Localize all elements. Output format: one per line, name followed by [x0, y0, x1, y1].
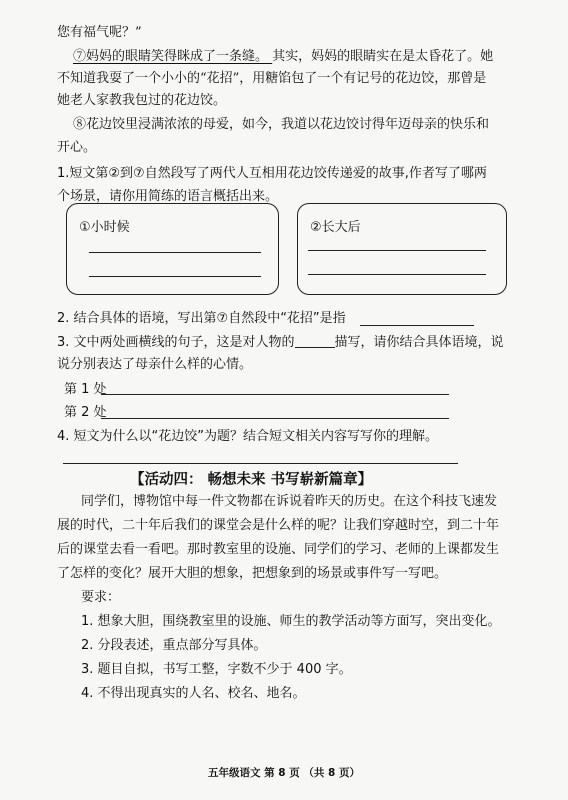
- answer-line[interactable]: [308, 274, 486, 275]
- answer-line[interactable]: [101, 394, 449, 395]
- passage-line: 她老人家教我包过的花边饺。: [57, 93, 227, 108]
- passage-paragraph-8: ⑧花边饺里浸满浓浓的母爱，如今，我道以花边饺讨得年迈母亲的快乐和: [73, 117, 490, 132]
- underlined-text: 妈妈的眼睛笑得眯成了一条缝。: [86, 49, 269, 64]
- underlined-sentence-1: [73, 49, 272, 64]
- requirement-item: 3. 题目自拟，书写工整，字数不少于 400 字。: [81, 662, 352, 677]
- box-label: ①小时候: [79, 220, 130, 235]
- answer-box-childhood: [66, 203, 279, 295]
- question-3-text: [57, 334, 504, 352]
- answer-label-1: 第 1 处: [64, 382, 107, 397]
- activity-intro: 展的时代，二十年后我们的课堂会是什么样的呢？让我们穿越时空，到二十年: [57, 518, 500, 533]
- answer-label-2: 第 2 处: [64, 405, 107, 420]
- question-4-text: 4. 短文为什么以“花边饺”为题？结合短文相关内容写写你的理解。: [57, 429, 439, 444]
- answer-line[interactable]: [63, 463, 458, 464]
- activity-title: 【活动四： 畅想未来 书写崭新篇章】: [130, 472, 373, 488]
- box-label: ②长大后: [310, 220, 361, 235]
- passage-line: 不知道我耍了一个小小的“花招”，用糖馅包了一个有记号的花边饺，那曾是: [57, 71, 487, 86]
- activity-intro: 后的课堂去看一看吧。那时教室里的设施、同学们的学习、老师的上课都发生: [57, 542, 500, 557]
- answer-line[interactable]: [89, 276, 261, 277]
- passage-line: 您有福气呢？”: [57, 25, 142, 40]
- answer-line[interactable]: [89, 252, 261, 253]
- paragraph-number: ⑦: [73, 49, 87, 64]
- question-1-text: 个场景，请你用简练的语言概括出来。: [57, 189, 279, 204]
- activity-intro: 同学们，博物馆中每一件文物都在诉说着昨天的历史。在这个科技飞速发: [81, 494, 498, 509]
- question-text: 3. 文中两处画横线的句子，这是对人物的: [57, 335, 295, 350]
- passage-paragraph-7: [73, 48, 493, 66]
- question-text: 描写，请你结合具体语境，说: [334, 335, 504, 350]
- page-footer: 五年级语文 第 8 页 （共 8 页）: [207, 767, 361, 779]
- answer-line[interactable]: [360, 325, 474, 326]
- requirement-item: 1. 想象大胆，围绕教室里的设施、师生的教学活动等方面写，突出变化。: [81, 614, 501, 629]
- answer-line[interactable]: [101, 418, 449, 419]
- passage-text: 其实，妈妈的眼睛实在是太昏花了。她: [272, 49, 494, 64]
- requirement-item: 4. 不得出现真实的人名、校名、地名。: [81, 686, 306, 701]
- activity-intro: 了怎样的变化？展开大胆的想象，把想象到的场景或事件写一写吧。: [57, 566, 448, 581]
- question-2-text: 2. 结合具体的语境，写出第⑦自然段中“花招”是指: [57, 311, 346, 326]
- passage-line: 开心。: [57, 140, 97, 155]
- answer-line[interactable]: [308, 250, 486, 251]
- question-1-text: 1.短文第②到⑦自然段写了两代人互相用花边饺传递爱的故事,作者写了哪两: [57, 166, 487, 181]
- question-3-text: 说分别表达了母亲什么样的心情。: [57, 357, 253, 372]
- requirements-label: 要求：: [81, 590, 121, 605]
- blank-fill[interactable]: [295, 335, 335, 348]
- answer-box-grown-up: [297, 203, 507, 295]
- requirement-item: 2. 分段表述，重点部分写具体。: [81, 638, 267, 653]
